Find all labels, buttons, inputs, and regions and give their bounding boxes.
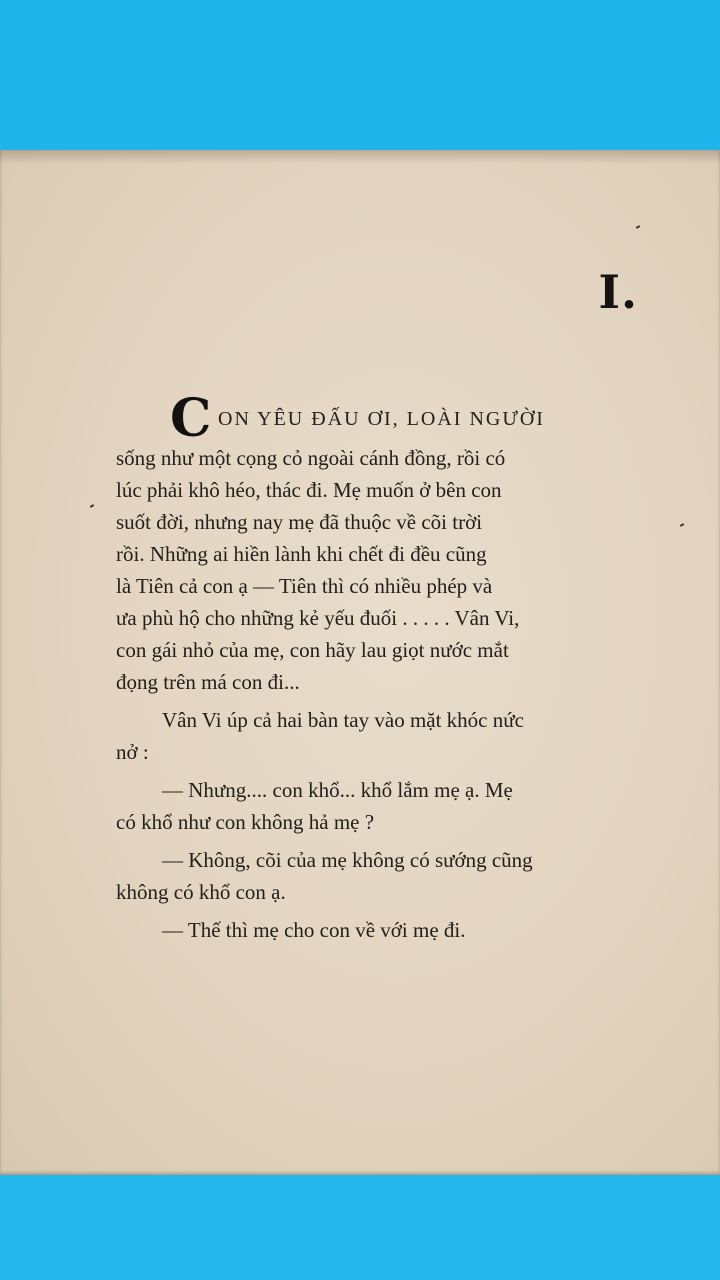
first-line: ON YÊU ĐẤU ƠI, LOÀI NGƯỜI bbox=[218, 408, 545, 430]
text-line: suốt đời, nhưng nay mẹ đã thuộc về cõi trời bbox=[116, 510, 483, 534]
paper-speck bbox=[636, 225, 640, 229]
text-line: rồi. Những ai hiền lành khi chết đi đều cũng bbox=[116, 542, 487, 566]
dialogue-line: — Nhưng.... con khổ... khổ lắm mẹ ạ. Mẹ bbox=[162, 778, 513, 802]
dialogue-line: — Không, cõi của mẹ không có sướng cũng bbox=[162, 848, 533, 872]
text-line: là Tiên cả con ạ — Tiên thì có nhiều phép và bbox=[116, 574, 493, 598]
paper-speck bbox=[680, 523, 684, 527]
drop-cap: C bbox=[170, 388, 212, 449]
dialogue-line: không có khổ con ạ. bbox=[116, 880, 286, 904]
text-line: con gái nhỏ của mẹ, con hãy lau giọt nước mắt bbox=[116, 638, 509, 662]
text-line: Vân Vi úp cả hai bàn tay vào mặt khóc nức bbox=[162, 708, 524, 732]
text-line: lúc phải khô héo, thác đi. Mẹ muốn ở bên con bbox=[116, 478, 502, 502]
text-line: nở : bbox=[116, 740, 149, 764]
text-line: đọng trên má con đi... bbox=[116, 670, 300, 694]
dialogue-line: — Thế thì mẹ cho con về với mẹ đi. bbox=[162, 918, 466, 942]
dialogue-line: có khổ như con không hả mẹ ? bbox=[116, 810, 375, 834]
text-line: ưa phù hộ cho những kẻ yếu đuối . . . . . Vân Vi, bbox=[116, 606, 520, 630]
text-line: sống như một cọng cỏ ngoài cánh đồng, rồi có bbox=[116, 446, 506, 470]
paper-speck bbox=[90, 504, 94, 508]
chapter-number: I. bbox=[598, 265, 638, 319]
